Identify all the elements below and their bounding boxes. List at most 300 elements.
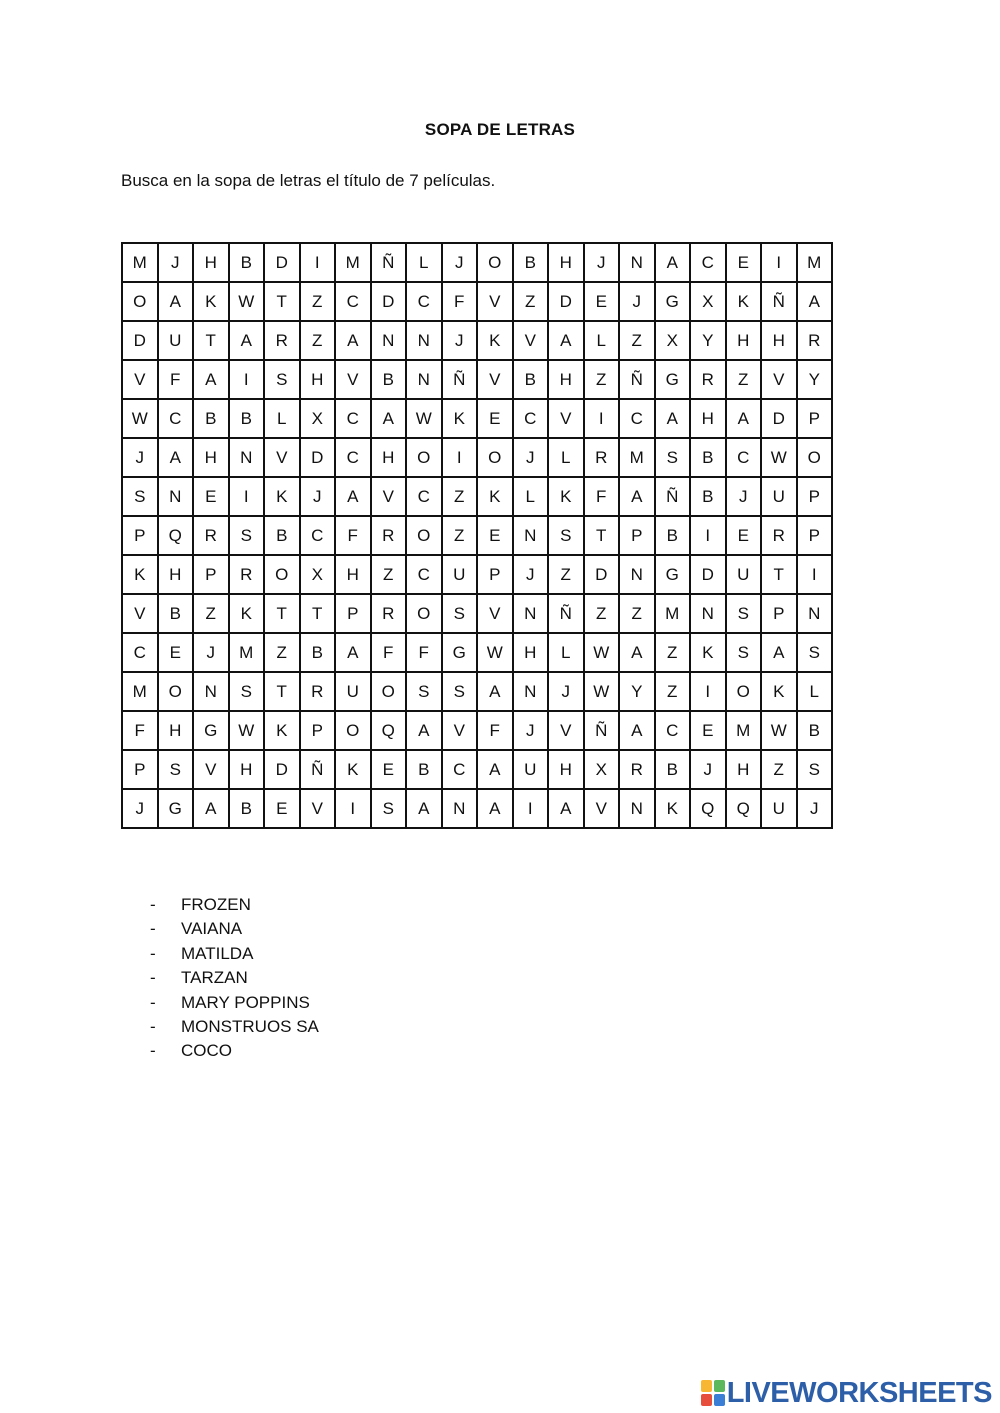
grid-cell[interactable]: Q: [158, 516, 194, 555]
grid-cell[interactable]: O: [406, 438, 442, 477]
grid-cell[interactable]: I: [513, 789, 549, 828]
grid-cell[interactable]: A: [761, 633, 797, 672]
grid-cell[interactable]: N: [619, 243, 655, 282]
grid-cell[interactable]: R: [761, 516, 797, 555]
grid-cell[interactable]: T: [584, 516, 620, 555]
grid-cell[interactable]: N: [406, 360, 442, 399]
grid-cell[interactable]: A: [406, 711, 442, 750]
grid-cell[interactable]: K: [690, 633, 726, 672]
grid-cell[interactable]: L: [797, 672, 833, 711]
grid-cell[interactable]: X: [584, 750, 620, 789]
grid-cell[interactable]: P: [193, 555, 229, 594]
grid-cell[interactable]: Z: [371, 555, 407, 594]
grid-cell[interactable]: V: [477, 594, 513, 633]
grid-cell[interactable]: W: [584, 633, 620, 672]
grid-cell[interactable]: V: [122, 594, 158, 633]
grid-cell[interactable]: B: [229, 399, 265, 438]
grid-cell[interactable]: R: [193, 516, 229, 555]
grid-cell[interactable]: K: [193, 282, 229, 321]
grid-cell[interactable]: D: [690, 555, 726, 594]
grid-cell[interactable]: U: [761, 789, 797, 828]
grid-cell[interactable]: T: [264, 282, 300, 321]
grid-cell[interactable]: P: [797, 516, 833, 555]
grid-cell[interactable]: P: [335, 594, 371, 633]
grid-cell[interactable]: H: [726, 750, 762, 789]
grid-cell[interactable]: O: [158, 672, 194, 711]
grid-cell[interactable]: U: [761, 477, 797, 516]
grid-cell[interactable]: M: [335, 243, 371, 282]
grid-cell[interactable]: R: [300, 672, 336, 711]
grid-cell[interactable]: D: [371, 282, 407, 321]
grid-cell[interactable]: S: [797, 750, 833, 789]
grid-cell[interactable]: H: [193, 243, 229, 282]
grid-cell[interactable]: N: [797, 594, 833, 633]
grid-cell[interactable]: R: [690, 360, 726, 399]
grid-cell[interactable]: S: [797, 633, 833, 672]
grid-cell[interactable]: B: [193, 399, 229, 438]
grid-cell[interactable]: I: [442, 438, 478, 477]
grid-cell[interactable]: J: [442, 321, 478, 360]
grid-cell[interactable]: A: [371, 399, 407, 438]
grid-cell[interactable]: Y: [690, 321, 726, 360]
grid-cell[interactable]: J: [442, 243, 478, 282]
grid-cell[interactable]: A: [797, 282, 833, 321]
grid-cell[interactable]: B: [797, 711, 833, 750]
grid-cell[interactable]: J: [513, 438, 549, 477]
grid-cell[interactable]: C: [335, 282, 371, 321]
grid-cell[interactable]: K: [335, 750, 371, 789]
grid-cell[interactable]: B: [371, 360, 407, 399]
grid-cell[interactable]: K: [761, 672, 797, 711]
grid-cell[interactable]: Z: [264, 633, 300, 672]
grid-cell[interactable]: S: [442, 594, 478, 633]
grid-cell[interactable]: C: [655, 711, 691, 750]
grid-cell[interactable]: K: [655, 789, 691, 828]
grid-cell[interactable]: E: [371, 750, 407, 789]
grid-cell[interactable]: V: [761, 360, 797, 399]
grid-cell[interactable]: S: [122, 477, 158, 516]
grid-cell[interactable]: W: [761, 438, 797, 477]
grid-cell[interactable]: B: [229, 789, 265, 828]
grid-cell[interactable]: C: [406, 555, 442, 594]
grid-cell[interactable]: G: [193, 711, 229, 750]
grid-cell[interactable]: Z: [300, 282, 336, 321]
grid-cell[interactable]: Z: [548, 555, 584, 594]
grid-cell[interactable]: I: [300, 243, 336, 282]
grid-cell[interactable]: Z: [442, 477, 478, 516]
grid-cell[interactable]: T: [761, 555, 797, 594]
grid-cell[interactable]: I: [229, 360, 265, 399]
grid-cell[interactable]: O: [264, 555, 300, 594]
grid-cell[interactable]: F: [335, 516, 371, 555]
grid-cell[interactable]: H: [300, 360, 336, 399]
grid-cell[interactable]: O: [477, 243, 513, 282]
grid-cell[interactable]: A: [477, 672, 513, 711]
grid-cell[interactable]: Z: [513, 282, 549, 321]
grid-cell[interactable]: H: [761, 321, 797, 360]
grid-cell[interactable]: P: [300, 711, 336, 750]
grid-cell[interactable]: E: [264, 789, 300, 828]
grid-cell[interactable]: B: [406, 750, 442, 789]
grid-cell[interactable]: G: [655, 282, 691, 321]
grid-cell[interactable]: N: [193, 672, 229, 711]
grid-cell[interactable]: K: [477, 321, 513, 360]
grid-cell[interactable]: W: [584, 672, 620, 711]
grid-cell[interactable]: A: [335, 321, 371, 360]
grid-cell[interactable]: J: [548, 672, 584, 711]
grid-cell[interactable]: C: [726, 438, 762, 477]
grid-cell[interactable]: S: [442, 672, 478, 711]
grid-cell[interactable]: Z: [300, 321, 336, 360]
grid-cell[interactable]: H: [513, 633, 549, 672]
grid-cell[interactable]: P: [761, 594, 797, 633]
grid-cell[interactable]: M: [122, 243, 158, 282]
grid-cell[interactable]: B: [300, 633, 336, 672]
grid-cell[interactable]: T: [264, 594, 300, 633]
grid-cell[interactable]: S: [158, 750, 194, 789]
grid-cell[interactable]: D: [264, 750, 300, 789]
grid-cell[interactable]: W: [761, 711, 797, 750]
grid-cell[interactable]: H: [158, 555, 194, 594]
grid-cell[interactable]: I: [690, 516, 726, 555]
grid-cell[interactable]: R: [619, 750, 655, 789]
grid-cell[interactable]: O: [335, 711, 371, 750]
grid-cell[interactable]: F: [122, 711, 158, 750]
grid-cell[interactable]: J: [690, 750, 726, 789]
grid-cell[interactable]: R: [229, 555, 265, 594]
grid-cell[interactable]: S: [264, 360, 300, 399]
grid-cell[interactable]: K: [477, 477, 513, 516]
grid-cell[interactable]: B: [655, 750, 691, 789]
grid-cell[interactable]: K: [264, 477, 300, 516]
grid-cell[interactable]: N: [619, 555, 655, 594]
grid-cell[interactable]: J: [300, 477, 336, 516]
grid-cell[interactable]: A: [406, 789, 442, 828]
grid-cell[interactable]: N: [619, 789, 655, 828]
grid-cell[interactable]: Z: [655, 633, 691, 672]
grid-cell[interactable]: S: [548, 516, 584, 555]
grid-cell[interactable]: K: [726, 282, 762, 321]
grid-cell[interactable]: J: [797, 789, 833, 828]
grid-cell[interactable]: J: [122, 789, 158, 828]
grid-cell[interactable]: A: [619, 633, 655, 672]
grid-cell[interactable]: L: [513, 477, 549, 516]
grid-cell[interactable]: X: [300, 399, 336, 438]
grid-cell[interactable]: E: [726, 516, 762, 555]
grid-cell[interactable]: X: [300, 555, 336, 594]
grid-cell[interactable]: X: [655, 321, 691, 360]
grid-cell[interactable]: V: [477, 360, 513, 399]
grid-cell[interactable]: I: [229, 477, 265, 516]
grid-cell[interactable]: T: [300, 594, 336, 633]
grid-cell[interactable]: Ñ: [371, 243, 407, 282]
grid-cell[interactable]: C: [300, 516, 336, 555]
grid-cell[interactable]: A: [158, 282, 194, 321]
grid-cell[interactable]: V: [584, 789, 620, 828]
grid-cell[interactable]: Ñ: [655, 477, 691, 516]
grid-cell[interactable]: N: [158, 477, 194, 516]
grid-cell[interactable]: Ñ: [584, 711, 620, 750]
grid-cell[interactable]: I: [761, 243, 797, 282]
grid-cell[interactable]: L: [548, 633, 584, 672]
grid-cell[interactable]: Ñ: [619, 360, 655, 399]
grid-cell[interactable]: M: [655, 594, 691, 633]
grid-cell[interactable]: C: [335, 399, 371, 438]
grid-cell[interactable]: N: [406, 321, 442, 360]
grid-cell[interactable]: B: [655, 516, 691, 555]
grid-cell[interactable]: I: [584, 399, 620, 438]
grid-cell[interactable]: C: [335, 438, 371, 477]
grid-cell[interactable]: V: [300, 789, 336, 828]
grid-cell[interactable]: G: [655, 360, 691, 399]
grid-cell[interactable]: C: [122, 633, 158, 672]
grid-cell[interactable]: C: [619, 399, 655, 438]
grid-cell[interactable]: T: [264, 672, 300, 711]
grid-cell[interactable]: P: [797, 477, 833, 516]
grid-cell[interactable]: C: [158, 399, 194, 438]
grid-cell[interactable]: R: [371, 516, 407, 555]
grid-cell[interactable]: P: [477, 555, 513, 594]
grid-cell[interactable]: A: [655, 243, 691, 282]
grid-cell[interactable]: Ñ: [548, 594, 584, 633]
grid-cell[interactable]: J: [158, 243, 194, 282]
grid-cell[interactable]: D: [264, 243, 300, 282]
grid-cell[interactable]: A: [477, 789, 513, 828]
grid-cell[interactable]: S: [726, 633, 762, 672]
grid-cell[interactable]: V: [442, 711, 478, 750]
grid-cell[interactable]: W: [406, 399, 442, 438]
grid-cell[interactable]: M: [726, 711, 762, 750]
grid-cell[interactable]: A: [548, 321, 584, 360]
grid-cell[interactable]: Z: [726, 360, 762, 399]
grid-cell[interactable]: H: [548, 360, 584, 399]
grid-cell[interactable]: F: [371, 633, 407, 672]
grid-cell[interactable]: Z: [193, 594, 229, 633]
grid-cell[interactable]: L: [406, 243, 442, 282]
grid-cell[interactable]: Ñ: [442, 360, 478, 399]
grid-cell[interactable]: O: [726, 672, 762, 711]
grid-cell[interactable]: L: [548, 438, 584, 477]
grid-cell[interactable]: A: [477, 750, 513, 789]
grid-cell[interactable]: K: [442, 399, 478, 438]
grid-cell[interactable]: J: [726, 477, 762, 516]
grid-cell[interactable]: R: [797, 321, 833, 360]
grid-cell[interactable]: I: [690, 672, 726, 711]
grid-cell[interactable]: T: [193, 321, 229, 360]
grid-cell[interactable]: P: [619, 516, 655, 555]
grid-cell[interactable]: W: [229, 282, 265, 321]
grid-cell[interactable]: L: [264, 399, 300, 438]
grid-cell[interactable]: M: [229, 633, 265, 672]
grid-cell[interactable]: K: [122, 555, 158, 594]
grid-cell[interactable]: Z: [619, 321, 655, 360]
grid-cell[interactable]: F: [406, 633, 442, 672]
grid-cell[interactable]: K: [548, 477, 584, 516]
grid-cell[interactable]: Z: [761, 750, 797, 789]
grid-cell[interactable]: R: [584, 438, 620, 477]
grid-cell[interactable]: O: [122, 282, 158, 321]
grid-cell[interactable]: P: [797, 399, 833, 438]
grid-cell[interactable]: B: [513, 243, 549, 282]
grid-cell[interactable]: M: [797, 243, 833, 282]
grid-cell[interactable]: Z: [619, 594, 655, 633]
grid-cell[interactable]: H: [690, 399, 726, 438]
grid-cell[interactable]: V: [371, 477, 407, 516]
grid-cell[interactable]: G: [158, 789, 194, 828]
grid-cell[interactable]: B: [264, 516, 300, 555]
grid-cell[interactable]: F: [584, 477, 620, 516]
grid-cell[interactable]: B: [513, 360, 549, 399]
grid-cell[interactable]: E: [193, 477, 229, 516]
grid-cell[interactable]: W: [477, 633, 513, 672]
grid-cell[interactable]: V: [122, 360, 158, 399]
grid-cell[interactable]: Y: [797, 360, 833, 399]
grid-cell[interactable]: S: [726, 594, 762, 633]
grid-cell[interactable]: P: [122, 516, 158, 555]
grid-cell[interactable]: G: [655, 555, 691, 594]
grid-cell[interactable]: B: [690, 477, 726, 516]
grid-cell[interactable]: G: [442, 633, 478, 672]
grid-cell[interactable]: H: [229, 750, 265, 789]
grid-cell[interactable]: K: [264, 711, 300, 750]
grid-cell[interactable]: Q: [690, 789, 726, 828]
grid-cell[interactable]: P: [122, 750, 158, 789]
grid-cell[interactable]: Z: [655, 672, 691, 711]
grid-cell[interactable]: A: [726, 399, 762, 438]
grid-cell[interactable]: O: [406, 516, 442, 555]
grid-cell[interactable]: V: [513, 321, 549, 360]
grid-cell[interactable]: N: [513, 672, 549, 711]
grid-cell[interactable]: O: [371, 672, 407, 711]
grid-cell[interactable]: U: [513, 750, 549, 789]
grid-cell[interactable]: J: [193, 633, 229, 672]
grid-cell[interactable]: Z: [584, 360, 620, 399]
grid-cell[interactable]: S: [655, 438, 691, 477]
grid-cell[interactable]: E: [584, 282, 620, 321]
grid-cell[interactable]: K: [229, 594, 265, 633]
grid-cell[interactable]: C: [406, 477, 442, 516]
grid-cell[interactable]: F: [158, 360, 194, 399]
grid-cell[interactable]: B: [690, 438, 726, 477]
grid-cell[interactable]: N: [229, 438, 265, 477]
grid-cell[interactable]: N: [513, 516, 549, 555]
grid-cell[interactable]: V: [548, 399, 584, 438]
grid-cell[interactable]: R: [371, 594, 407, 633]
grid-cell[interactable]: V: [548, 711, 584, 750]
grid-cell[interactable]: S: [371, 789, 407, 828]
grid-cell[interactable]: J: [122, 438, 158, 477]
grid-cell[interactable]: Ñ: [761, 282, 797, 321]
grid-cell[interactable]: E: [726, 243, 762, 282]
grid-cell[interactable]: U: [158, 321, 194, 360]
grid-cell[interactable]: L: [584, 321, 620, 360]
grid-cell[interactable]: Z: [584, 594, 620, 633]
grid-cell[interactable]: B: [229, 243, 265, 282]
grid-cell[interactable]: H: [158, 711, 194, 750]
grid-cell[interactable]: V: [264, 438, 300, 477]
grid-cell[interactable]: A: [229, 321, 265, 360]
grid-cell[interactable]: D: [548, 282, 584, 321]
grid-cell[interactable]: V: [335, 360, 371, 399]
grid-cell[interactable]: A: [193, 360, 229, 399]
grid-cell[interactable]: S: [406, 672, 442, 711]
grid-cell[interactable]: D: [122, 321, 158, 360]
grid-cell[interactable]: N: [513, 594, 549, 633]
grid-cell[interactable]: I: [335, 789, 371, 828]
grid-cell[interactable]: J: [619, 282, 655, 321]
grid-cell[interactable]: J: [584, 243, 620, 282]
grid-cell[interactable]: C: [406, 282, 442, 321]
grid-cell[interactable]: O: [797, 438, 833, 477]
grid-cell[interactable]: J: [513, 711, 549, 750]
grid-cell[interactable]: V: [477, 282, 513, 321]
grid-cell[interactable]: H: [548, 243, 584, 282]
grid-cell[interactable]: B: [158, 594, 194, 633]
grid-cell[interactable]: Ñ: [300, 750, 336, 789]
grid-cell[interactable]: A: [619, 477, 655, 516]
grid-cell[interactable]: Y: [619, 672, 655, 711]
grid-cell[interactable]: M: [122, 672, 158, 711]
grid-cell[interactable]: C: [442, 750, 478, 789]
grid-cell[interactable]: N: [690, 594, 726, 633]
grid-cell[interactable]: E: [477, 399, 513, 438]
grid-cell[interactable]: H: [193, 438, 229, 477]
grid-cell[interactable]: A: [655, 399, 691, 438]
grid-cell[interactable]: D: [300, 438, 336, 477]
grid-cell[interactable]: A: [158, 438, 194, 477]
grid-cell[interactable]: A: [335, 477, 371, 516]
grid-cell[interactable]: U: [442, 555, 478, 594]
grid-cell[interactable]: E: [158, 633, 194, 672]
grid-cell[interactable]: J: [513, 555, 549, 594]
grid-cell[interactable]: Z: [442, 516, 478, 555]
grid-cell[interactable]: U: [726, 555, 762, 594]
grid-cell[interactable]: S: [229, 672, 265, 711]
grid-cell[interactable]: S: [229, 516, 265, 555]
grid-cell[interactable]: C: [690, 243, 726, 282]
grid-cell[interactable]: Q: [371, 711, 407, 750]
grid-cell[interactable]: A: [548, 789, 584, 828]
grid-cell[interactable]: A: [335, 633, 371, 672]
grid-cell[interactable]: O: [477, 438, 513, 477]
grid-cell[interactable]: M: [619, 438, 655, 477]
grid-cell[interactable]: R: [264, 321, 300, 360]
grid-cell[interactable]: N: [371, 321, 407, 360]
grid-cell[interactable]: N: [442, 789, 478, 828]
grid-cell[interactable]: V: [193, 750, 229, 789]
grid-cell[interactable]: W: [229, 711, 265, 750]
grid-cell[interactable]: A: [193, 789, 229, 828]
grid-cell[interactable]: E: [477, 516, 513, 555]
grid-cell[interactable]: A: [619, 711, 655, 750]
grid-cell[interactable]: H: [371, 438, 407, 477]
grid-cell[interactable]: W: [122, 399, 158, 438]
grid-cell[interactable]: H: [335, 555, 371, 594]
grid-cell[interactable]: Q: [726, 789, 762, 828]
grid-cell[interactable]: D: [584, 555, 620, 594]
grid-cell[interactable]: H: [726, 321, 762, 360]
grid-cell[interactable]: D: [761, 399, 797, 438]
grid-cell[interactable]: C: [513, 399, 549, 438]
grid-cell[interactable]: E: [690, 711, 726, 750]
grid-cell[interactable]: O: [406, 594, 442, 633]
grid-cell[interactable]: H: [548, 750, 584, 789]
grid-cell[interactable]: X: [690, 282, 726, 321]
grid-cell[interactable]: I: [797, 555, 833, 594]
grid-cell[interactable]: U: [335, 672, 371, 711]
grid-cell[interactable]: F: [442, 282, 478, 321]
grid-cell[interactable]: F: [477, 711, 513, 750]
